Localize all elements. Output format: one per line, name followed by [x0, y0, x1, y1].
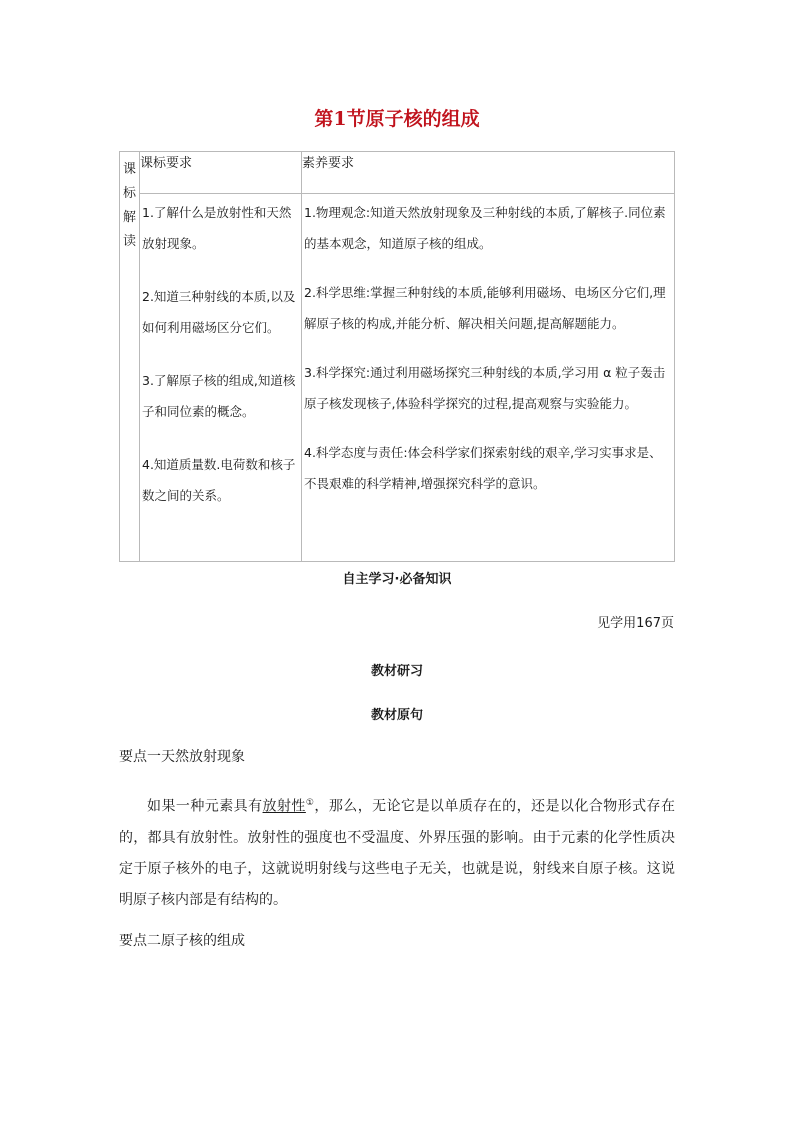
key-point-1: 要点一天然放射现象: [119, 749, 245, 765]
paragraph-text-rest: ，那么，无论它是以单质存在的，还是以化合物形式存在的，都具有放射性。放射性的强度也不受温度、外界压强的影响。由于元素的化学性质决定于原子核外的电子，这就说明射线与这些电子无关，也就是说，射线来自原子核。这说明原子核内部是有结构的。: [119, 798, 676, 908]
curriculum-item: 1.了解什么是放射性和天然放射现象。: [142, 205, 292, 251]
side-label-char: 读: [122, 234, 136, 249]
table-body-row: [120, 194, 675, 562]
curriculum-item: 3.了解原子核的组成,知道核子和同位素的概念。: [142, 373, 296, 419]
competency-item: 1.物理观念:知道天然放射现象及三种射线的本质,了解核子.同位素的基本观念，知道原子核的组成。: [304, 205, 666, 251]
curriculum-item: 2.知道三种射线的本质,以及如何利用磁场区分它们。: [142, 289, 296, 335]
term-radioactivity[interactable]: 放射性: [262, 798, 306, 815]
paragraph-text-start: 如果一种元素具有: [147, 798, 263, 815]
competency-cell: [302, 194, 675, 562]
side-label-char: 课: [122, 162, 136, 177]
side-label-char: 标: [122, 186, 136, 201]
competency-item: 4.科学态度与责任:体会科学家们探索射线的艰辛,学习实事求是、不畏艰难的科学精神,增强探究科学的意识。: [304, 445, 662, 491]
table-header-row: [120, 152, 675, 194]
section-heading-self-study: 自主学习·必备知识: [342, 572, 452, 587]
curriculum-item: 4.知道质量数.电荷数和核子数之间的关系。: [142, 457, 296, 503]
header-competency: 素养要求: [302, 152, 675, 194]
body-paragraph: [119, 788, 675, 916]
competency-item: 3.科学探究:通过利用磁场探究三种射线的本质,学习用 α 粒子轰击原子核发现核子,体验科学探究的过程,提高观察与实验能力。: [304, 365, 666, 411]
header-curriculum: 课标要求: [140, 152, 302, 194]
section-heading-textbook-study: 教材研习: [370, 664, 423, 679]
side-label-cell: [120, 152, 140, 562]
curriculum-cell: [140, 194, 302, 562]
side-label-char: 解: [122, 210, 136, 225]
footnote-mark: ①: [305, 798, 315, 808]
page-reference: 见学用167页: [597, 616, 674, 631]
side-label: [120, 152, 139, 254]
section-heading-textbook-sentences: 教材原句: [370, 708, 423, 723]
competency-item: 2.科学思维:掌握三种射线的本质,能够利用磁场、电场区分它们,理解原子核的构成,并能分析、解决相关问题,提高解题能力。: [304, 285, 666, 331]
requirements-table: [119, 151, 675, 562]
page-title: 第1节原子核的组成: [314, 108, 480, 130]
key-point-2: 要点二原子核的组成: [119, 933, 245, 949]
